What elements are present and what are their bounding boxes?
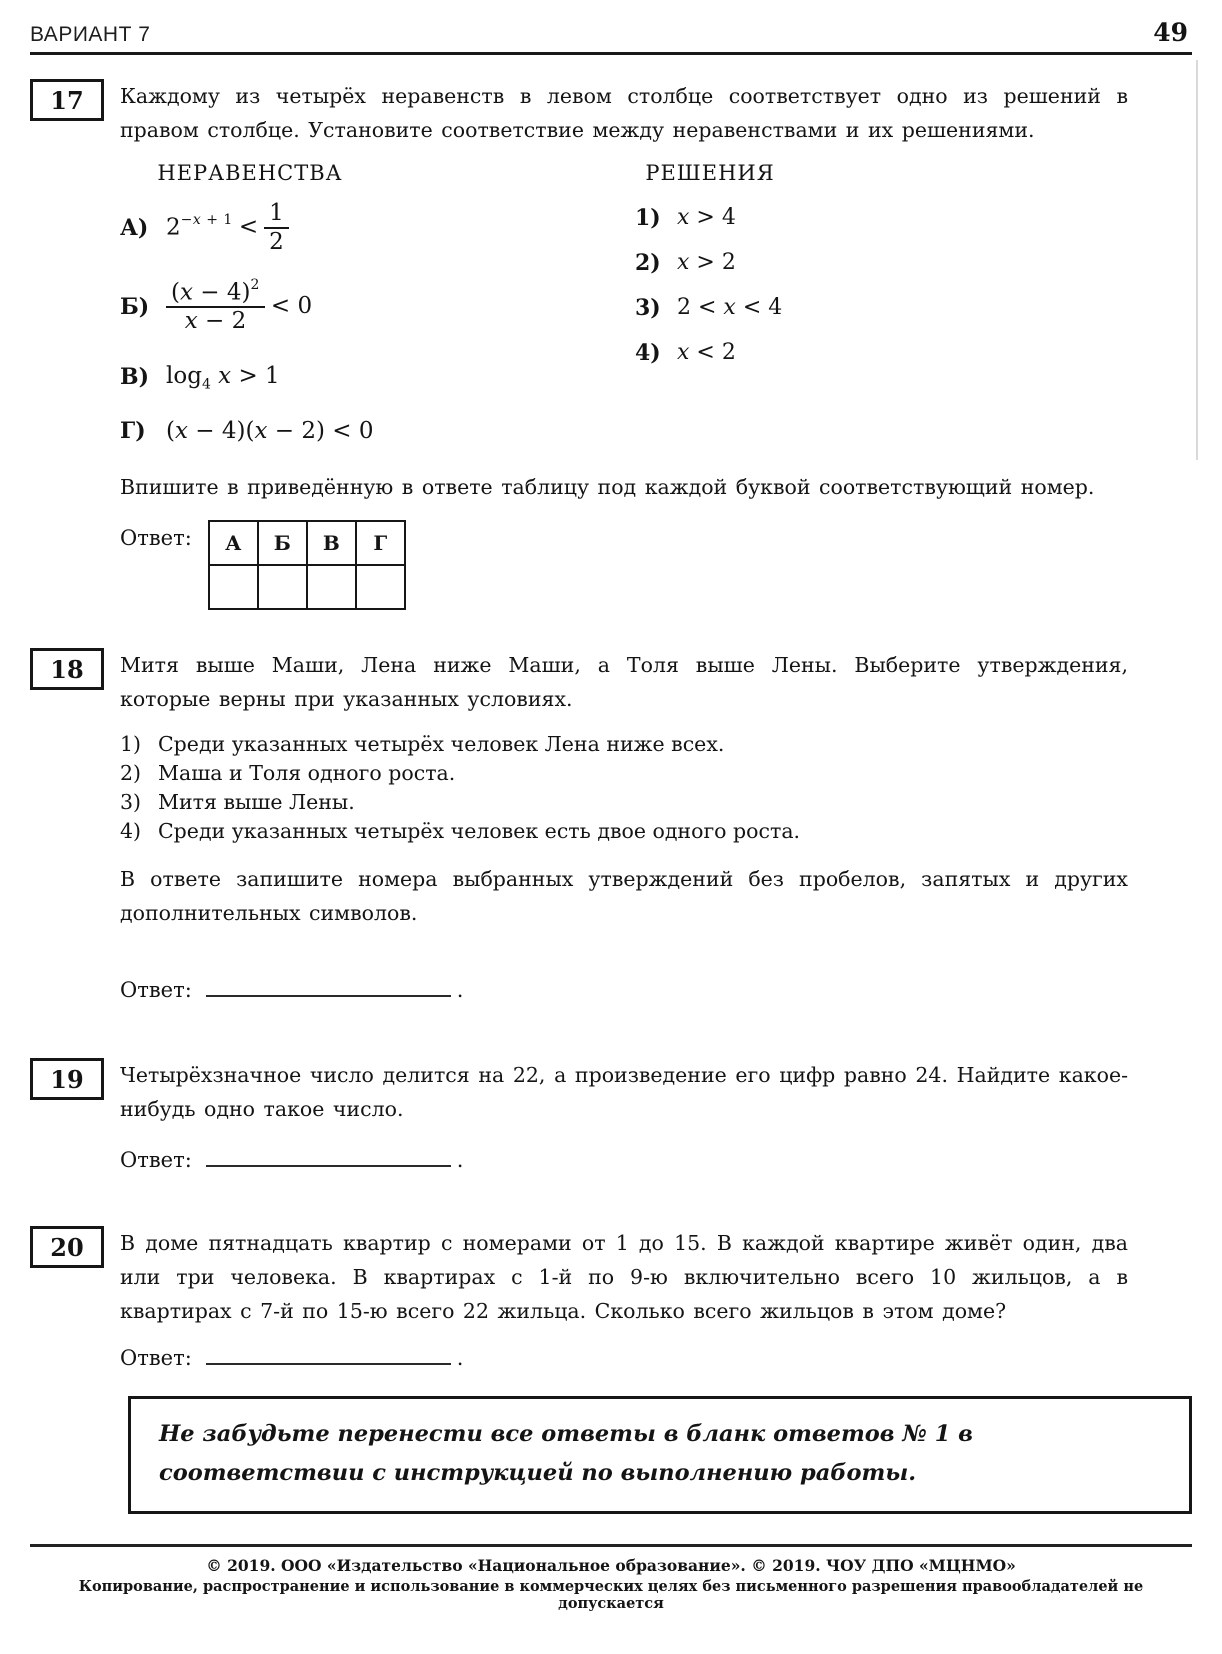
variant-label: ВАРИАНТ 7 [30, 23, 151, 46]
inequality-expression-v: $\log_4 x > 1$ [166, 362, 280, 393]
question-17 [30, 79, 1192, 610]
question-17-text: Каждому из четырёх неравенств в левом столбце соответствует одно из решений в правом столбце. Установите соответствие между неравенствами и их решениями. [120, 84, 1128, 142]
copyright-line-1: © 2019. ООО «Издательство «Национальное образование». © 2019. ЧОУ ДПО «МЦНМО» [206, 1556, 1016, 1576]
inequality-label-a: А) [120, 215, 149, 242]
header-rule [30, 52, 1192, 55]
answer-blank [206, 1144, 451, 1167]
answer-table-input-row [209, 565, 405, 609]
solution-item-2: 2) x > 2 [635, 250, 736, 276]
solution-item-4: 4) x < 2 [635, 340, 736, 366]
answer-table-header-cell: Г [356, 521, 405, 565]
inequality-item-v [120, 363, 635, 393]
question-18-note: В ответе запишите номера выбранных утверждений без пробелов, запятых и других дополнительных символов. [120, 867, 1128, 926]
page-number: 49 [1153, 18, 1188, 47]
solution-item-3: 3) 2 < x < 4 [635, 295, 783, 321]
question-18 [30, 648, 1192, 1002]
inequality-item-g [120, 418, 635, 444]
answer-table-header-cell: В [307, 521, 356, 565]
answer-blank [206, 1342, 451, 1365]
inequality-expression-b: $\frac{(x - 4)^2}{x - 2}$ < 0 [166, 280, 318, 335]
inequality-label-g: Г) [120, 418, 146, 445]
answer-table-input-cell [356, 565, 405, 609]
page-header [30, 18, 1192, 47]
option-item-4: 4) Среди указанных четырёх человек есть двое одного роста. [120, 819, 801, 844]
answer-blank [206, 974, 451, 997]
inequalities-column [120, 161, 635, 444]
answer-label: Ответ: [120, 1346, 192, 1371]
question-19 [30, 1058, 1192, 1172]
question-19-text: Четырёхзначное число делится на 22, а произведение его цифр равно 24. Найдите какое-нибудь одно такое число. [120, 1063, 1128, 1122]
notice-text: Не забудьте перенести все ответы в бланк ответов № 1 в соответствии с инструкцией по выполнению работы. [159, 1421, 973, 1487]
question-18-number-box: 18 [30, 648, 104, 690]
inequality-label-b: Б) [120, 294, 150, 321]
inequality-expression-g: (x − 4)(x − 2) < 0 [166, 418, 374, 445]
answer-table [208, 520, 406, 610]
answer-period: . [456, 978, 464, 1003]
inequality-item-a [120, 201, 635, 256]
question-18-options [120, 730, 1192, 846]
question-20-text: В доме пятнадцать квартир с номерами от 1 до 15. В каждой квартире живёт один, два или три человека. В квартирах с 1-й по 9-ю включительно всего 10 жильцов, а в квартирах с 7-й по 15-ю всего 22 жильца. Сколько всего жильцов в этом доме? [120, 1231, 1128, 1324]
answer-period: . [456, 1346, 464, 1371]
answer-table-header-cell: Б [258, 521, 307, 565]
solution-item-1: 1) x > 4 [635, 205, 736, 231]
option-item-1: 1) Среди указанных четырёх человек Лена ниже всех. [120, 732, 725, 757]
answer-table-header-cell: А [209, 521, 258, 565]
question-20 [30, 1226, 1192, 1370]
inequality-expression-a: $2^{-x + 1}$ < $\frac{1}{2}$ [166, 201, 289, 256]
question-20-number-box: 20 [30, 1226, 104, 1268]
answer-label: Ответ: [120, 1148, 192, 1173]
answer-label: Ответ: [120, 526, 192, 551]
option-item-3: 3) Митя выше Лены. [120, 790, 355, 815]
question-19-answer-area [120, 1144, 1192, 1172]
answer-table-input-cell [307, 565, 356, 609]
copyright-line-2: Копирование, распространение и использование в коммерческих целях без письменного разрешения правообладателей не допускается [78, 1578, 1144, 1613]
question-19-number-box: 19 [30, 1058, 104, 1100]
inequality-item-b [120, 276, 635, 335]
question-18-answer-area [120, 974, 1192, 1002]
matching-columns [120, 161, 1192, 444]
page-footer [30, 1556, 1192, 1612]
notice-box [128, 1396, 1192, 1514]
question-18-text: Митя выше Маши, Лена ниже Маши, а Толя выше Лены. Выберите утверждения, которые верны при указанных условиях. [120, 653, 1128, 712]
footer-rule [30, 1544, 1192, 1547]
answer-label: Ответ: [120, 978, 192, 1003]
fraction: $\frac{1}{2}$ [264, 201, 289, 256]
question-20-answer-area [120, 1342, 1192, 1370]
solutions-heading: РЕШЕНИЯ [645, 161, 775, 185]
answer-table-input-cell [258, 565, 307, 609]
question-17-number-box: 17 [30, 79, 104, 121]
inequalities-heading: НЕРАВЕНСТВА [157, 161, 343, 185]
scan-edge-artifact [1196, 60, 1198, 460]
fraction: $\frac{(x - 4)^2}{x - 2}$ [166, 280, 265, 335]
answer-table-input-cell [209, 565, 258, 609]
option-item-2: 2) Маша и Толя одного роста. [120, 761, 456, 786]
solutions-column [635, 161, 1192, 444]
answer-table-header-row [209, 521, 405, 565]
question-17-answer-area [120, 526, 1192, 610]
answer-period: . [456, 1148, 464, 1173]
question-17-instruction: Впишите в приведённую в ответе таблицу под каждой буквой соответствующий номер. [120, 475, 1095, 500]
inequality-label-v: В) [120, 364, 150, 391]
